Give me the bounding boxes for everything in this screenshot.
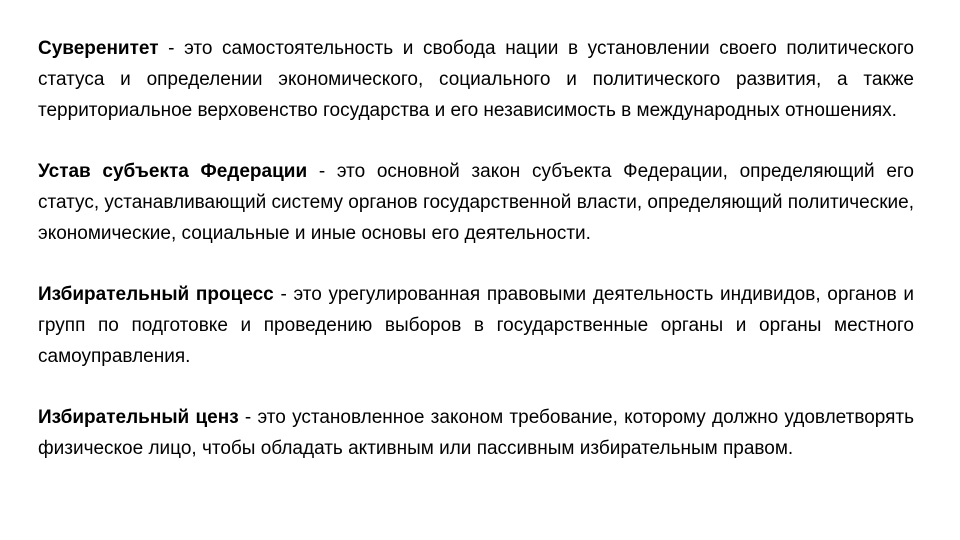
term-label: Устав субъекта Федерации	[38, 161, 308, 182]
definition-text: - это урегулированная правовыми деятельность индивидов, органов и групп по подготовке и проведению выборов в государственные органы и органы местного самоуправления.	[38, 284, 914, 367]
definition-electoral-qualification	[38, 402, 914, 464]
definition-text: - это основной закон субъекта Федерации, определяющий его статус, устанавливающий систему органов государственной власти, определяющий политические, экономические, социальные и иные основы его деятельности.	[38, 161, 914, 244]
definition-federal-charter	[38, 156, 914, 249]
definition-sovereignty	[38, 33, 914, 126]
term-label: Суверенитет	[38, 38, 159, 59]
definition-text: - это установленное законом требование, которому должно удовлетворять физическое лицо, чтобы обладать активным или пассивным избирательным правом.	[38, 407, 915, 459]
definition-text: - это самостоятельность и свобода нации в установлении своего политического статуса и определении экономического, социального и политического развития, а также территориальное верховенство государства и его независимость в международных отношениях.	[38, 38, 914, 121]
term-label: Избирательный ценз	[38, 407, 239, 428]
slide-content	[38, 33, 914, 464]
definition-electoral-process	[38, 279, 914, 372]
term-label: Избирательный процесс	[38, 284, 274, 305]
